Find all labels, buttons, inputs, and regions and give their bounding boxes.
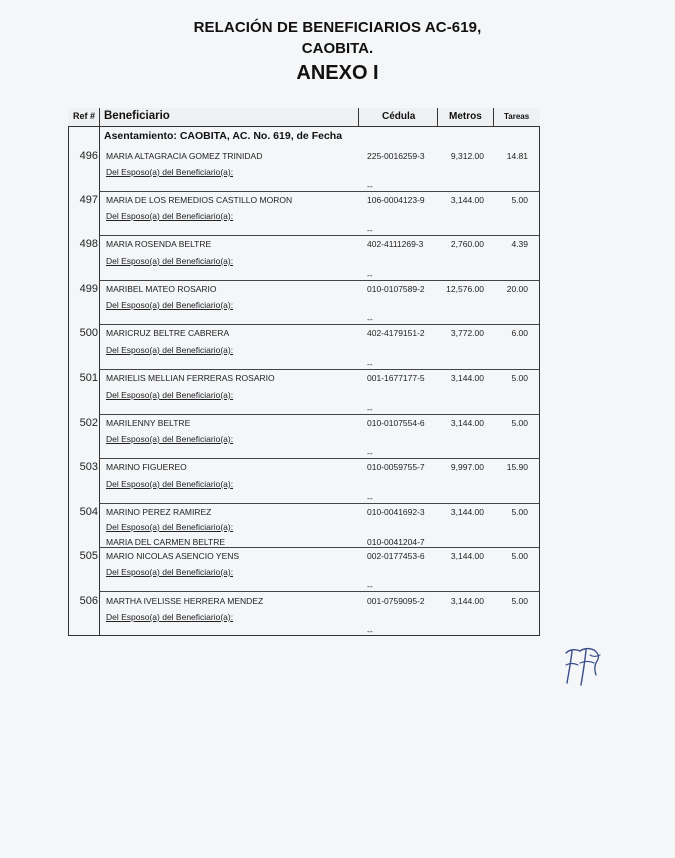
spouse-label: Del Esposo(a) del Beneficiario(a):: [106, 345, 234, 355]
beneficiary-name: MARINO FIGUEREO: [106, 462, 187, 472]
header-separator: [358, 108, 359, 127]
header-cedula: Cédula: [382, 111, 416, 122]
beneficiary-name: MARILENNY BELTRE: [106, 418, 191, 428]
beneficiary-name: MARIA DE LOS REMEDIOS CASTILLO MORON: [106, 195, 293, 205]
spouse-label: Del Esposo(a) del Beneficiario(a):: [106, 434, 234, 444]
beneficiary-cedula: 001-0759095-2: [367, 596, 425, 606]
annex-heading: ANEXO I: [296, 62, 379, 84]
beneficiary-tareas: 5.00: [511, 373, 528, 383]
beneficiary-metros: 12,576.00: [446, 284, 484, 294]
spouse-cedula: --: [367, 493, 373, 503]
header-ref: Ref #: [73, 111, 96, 121]
row-ref: 501: [79, 372, 98, 384]
spouse-label: Del Esposo(a) del Beneficiario(a):: [106, 612, 234, 622]
document-subtitle: CAOBITA.: [301, 40, 374, 57]
beneficiary-tareas: 5.00: [511, 195, 528, 205]
ref-column-divider: [99, 108, 100, 636]
spouse-cedula: --: [367, 225, 373, 235]
beneficiary-name: MARIO NICOLAS ASENCIO YENS: [106, 551, 240, 561]
spouse-label: Del Esposo(a) del Beneficiario(a):: [106, 390, 234, 400]
beneficiary-cedula: 225-0016259-3: [367, 151, 425, 161]
row-divider: [99, 503, 540, 504]
row-ref: 497: [79, 194, 98, 206]
beneficiary-metros: 2,760.00: [450, 239, 484, 249]
beneficiary-tareas: 5.00: [511, 596, 528, 606]
row-ref: 500: [79, 327, 98, 339]
spouse-label: Del Esposo(a) del Beneficiario(a):: [106, 211, 234, 221]
header-separator: [493, 108, 494, 127]
spouse-cedula: --: [367, 448, 373, 458]
beneficiary-tareas: 14.81: [506, 151, 528, 161]
beneficiary-metros: 3,144.00: [450, 507, 484, 517]
spouse-name: MARIA DEL CARMEN BELTRE: [106, 537, 226, 547]
row-divider: [99, 369, 540, 370]
spouse-cedula: 010-0041204-7: [367, 537, 425, 547]
row-ref: 499: [79, 283, 98, 295]
header-metros: Metros: [449, 111, 482, 122]
beneficiary-name: MARIBEL MATEO ROSARIO: [106, 284, 217, 294]
header-beneficiario: Beneficiario: [104, 110, 170, 122]
spouse-label: Del Esposo(a) del Beneficiario(a):: [106, 300, 234, 310]
row-divider: [99, 591, 540, 592]
beneficiary-cedula: 002-0177453-6: [367, 551, 425, 561]
document-title: RELACIÓN DE BENEFICIARIOS AC-619,: [193, 19, 482, 36]
beneficiary-metros: 3,144.00: [450, 195, 484, 205]
row-divider: [99, 414, 540, 415]
spouse-cedula: --: [367, 626, 373, 636]
beneficiary-tareas: 5.00: [511, 418, 528, 428]
beneficiary-metros: 9,312.00: [450, 151, 484, 161]
spouse-cedula: --: [367, 581, 373, 591]
beneficiary-cedula: 106-0004123-9: [367, 195, 425, 205]
row-divider: [99, 547, 540, 548]
row-divider: [99, 280, 540, 281]
beneficiary-cedula: 402-4179151-2: [367, 328, 425, 338]
beneficiary-cedula: 010-0107554-6: [367, 418, 425, 428]
row-ref: 502: [79, 417, 98, 429]
beneficiary-name: MARINO PEREZ RAMIREZ: [106, 507, 212, 517]
spouse-cedula: --: [367, 404, 373, 414]
spouse-label: Del Esposo(a) del Beneficiario(a):: [106, 479, 234, 489]
row-divider: [99, 458, 540, 459]
beneficiary-metros: 9,997.00: [450, 462, 484, 472]
spouse-label: Del Esposo(a) del Beneficiario(a):: [106, 167, 234, 177]
row-ref: 498: [79, 238, 98, 250]
beneficiary-tareas: 5.00: [511, 507, 528, 517]
asentamiento-label: Asentamiento: CAOBITA, AC. No. 619, de Fecha: [104, 130, 343, 142]
spouse-label: Del Esposo(a) del Beneficiario(a):: [106, 256, 234, 266]
row-divider: [99, 235, 540, 236]
beneficiary-tareas: 15.90: [506, 462, 528, 472]
spouse-cedula: --: [367, 359, 373, 369]
beneficiary-metros: 3,144.00: [450, 551, 484, 561]
beneficiary-name: MARIA ALTAGRACIA GOMEZ TRINIDAD: [106, 151, 263, 161]
beneficiary-tareas: 4.39: [511, 239, 528, 249]
spouse-cedula: --: [367, 314, 373, 324]
beneficiary-name: MARIA ROSENDA BELTRE: [106, 239, 212, 249]
row-ref: 505: [79, 550, 98, 562]
beneficiary-tareas: 20.00: [506, 284, 528, 294]
beneficiary-name: MARIELIS MELLIAN FERRERAS ROSARIO: [106, 373, 275, 383]
header-separator: [437, 108, 438, 127]
spouse-cedula: --: [367, 270, 373, 280]
beneficiary-metros: 3,144.00: [450, 418, 484, 428]
beneficiary-cedula: 010-0059755-7: [367, 462, 425, 472]
row-divider: [99, 191, 540, 192]
beneficiary-cedula: 010-0041692-3: [367, 507, 425, 517]
beneficiary-cedula: 010-0107589-2: [367, 284, 425, 294]
beneficiary-cedula: 001-1677177-5: [367, 373, 425, 383]
beneficiary-tareas: 6.00: [511, 328, 528, 338]
row-ref: 506: [79, 595, 98, 607]
spouse-label: Del Esposo(a) del Beneficiario(a):: [106, 567, 234, 577]
row-ref: 496: [79, 150, 98, 162]
beneficiary-metros: 3,144.00: [450, 373, 484, 383]
row-ref: 504: [79, 506, 98, 518]
handwritten-signature: [560, 645, 604, 689]
spouse-cedula: --: [367, 181, 373, 191]
beneficiary-name: MARTHA IVELISSE HERRERA MENDEZ: [106, 596, 264, 606]
header-tareas: Tareas: [504, 112, 530, 121]
row-ref: 503: [79, 461, 98, 473]
beneficiary-metros: 3,772.00: [450, 328, 484, 338]
spouse-label: Del Esposo(a) del Beneficiario(a):: [106, 522, 234, 532]
beneficiary-metros: 3,144.00: [450, 596, 484, 606]
beneficiary-cedula: 402-4111269-3: [367, 239, 424, 249]
beneficiary-name: MARICRUZ BELTRE CABRERA: [106, 328, 230, 338]
row-divider: [99, 324, 540, 325]
beneficiary-tareas: 5.00: [511, 551, 528, 561]
